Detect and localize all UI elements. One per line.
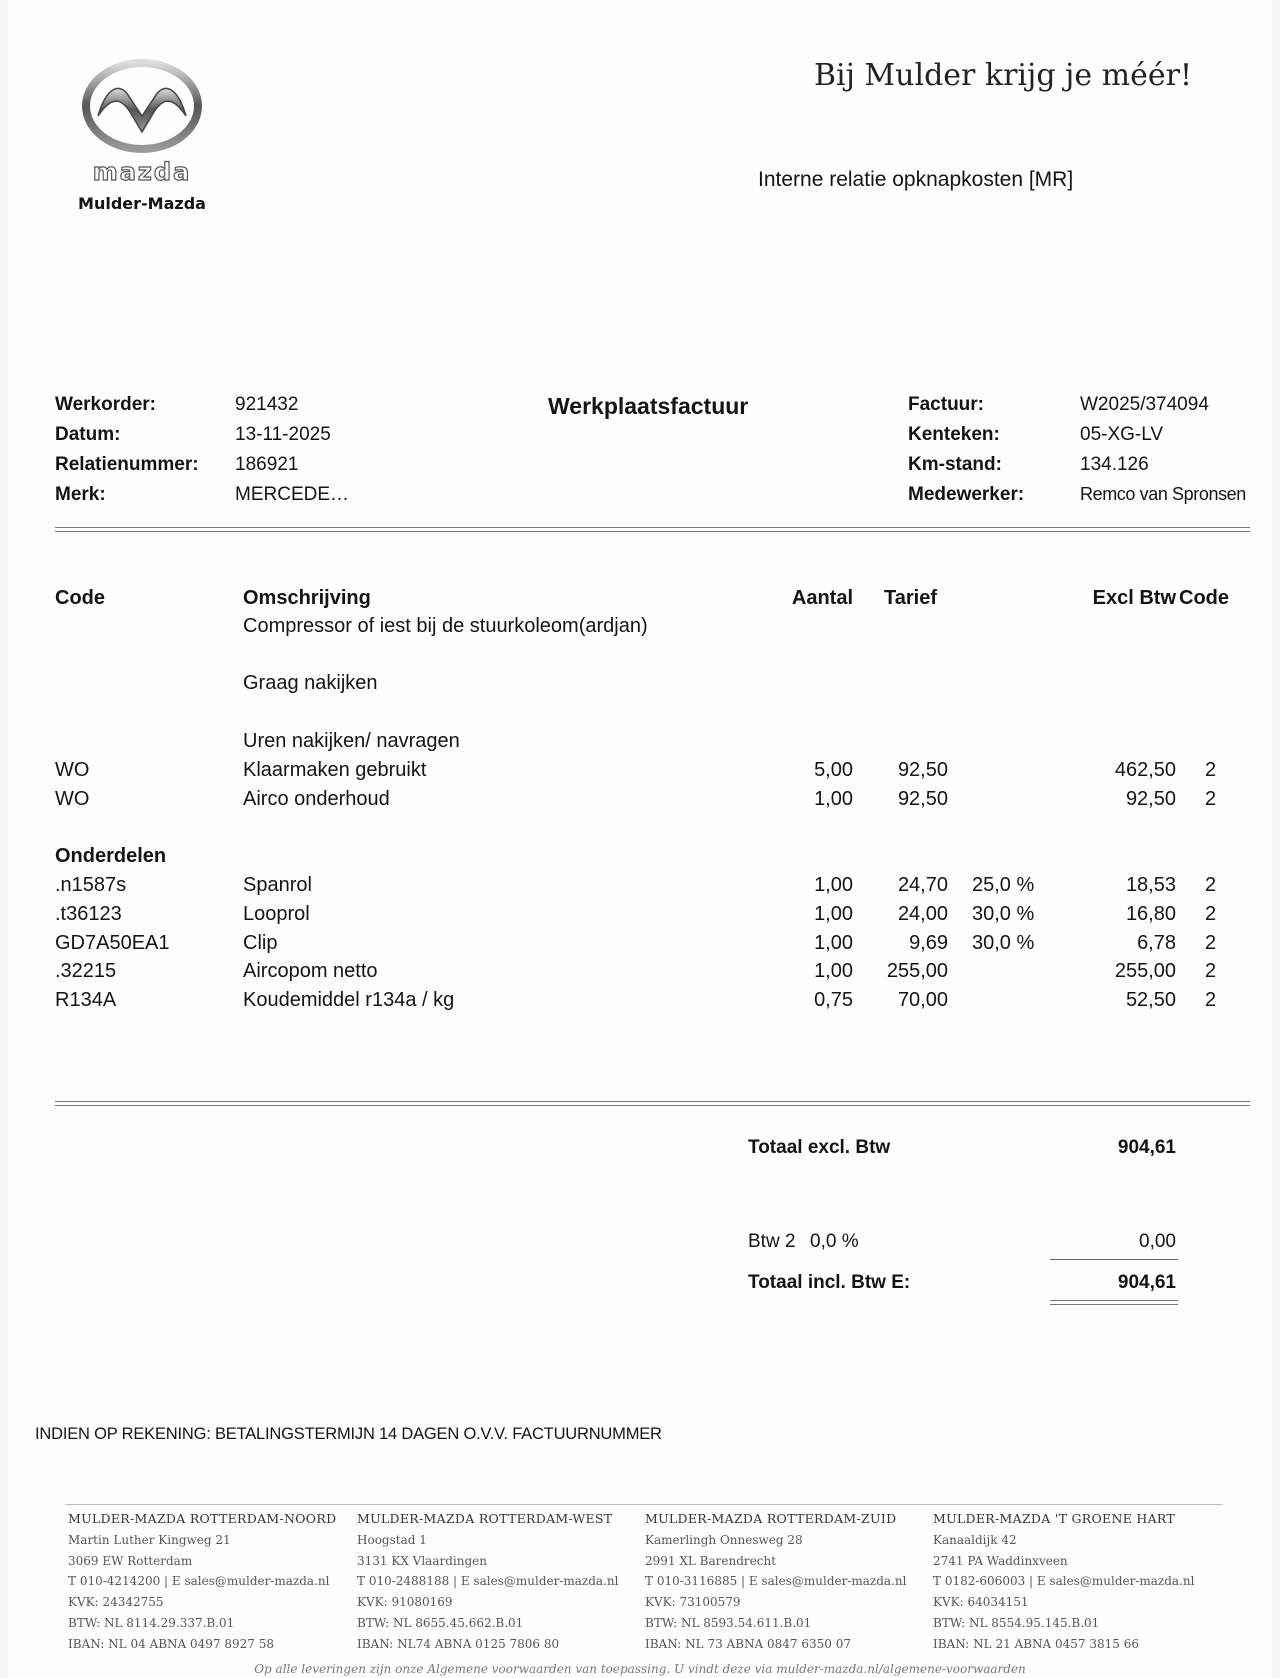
branch-name: MULDER-MAZDA ROTTERDAM-ZUID	[645, 1511, 897, 1526]
branch-contact: T 010-3116885 | E sales@mulder-mazda.nl	[645, 1574, 907, 1589]
branch-groene-hart	[933, 1509, 1218, 1655]
branch-contact: T 0182-606003 | E sales@mulder-mazda.nl	[933, 1574, 1195, 1589]
total-incl-value: 904,61	[1117, 1272, 1176, 1293]
meta-value-date: 13-11-2025	[235, 424, 331, 445]
vat-underline	[1050, 1259, 1178, 1260]
branch-iban: IBAN: NL 04 ABNA 0497 8927 58	[68, 1636, 274, 1651]
meta-label-brand: Merk:	[55, 484, 106, 505]
row-rate: 255,00	[886, 960, 948, 982]
row-description: Aircopom netto	[243, 960, 378, 982]
row-rate: 92,50	[897, 788, 948, 810]
row-description: Looprol	[243, 903, 310, 925]
col-header-code: Code	[55, 587, 105, 609]
terms-note: Op alle leveringen zijn onze Algemene voorwaarden van toepassing. U vindt deze via mulder-mazda.nl/algemene-voorwaarden	[254, 1662, 1026, 1676]
row-vat-code: 2	[1205, 903, 1217, 925]
branch-noord	[68, 1509, 353, 1655]
row-amount: 92,50	[1125, 788, 1176, 810]
branch-btw: BTW: NL 8655.45.662.B.01	[357, 1615, 524, 1630]
row-discount: 25,0 %	[972, 874, 1035, 896]
row-amount: 462,50	[1114, 759, 1176, 781]
branch-city: 2741 PA Waddinxveen	[933, 1553, 1068, 1568]
row-rate: 24,70	[897, 874, 948, 896]
row-rate: 70,00	[897, 989, 948, 1011]
invoice-sheet	[8, 0, 1272, 1678]
branch-street: Martin Luther Kingweg 21	[68, 1532, 231, 1547]
note-line: Graag nakijken	[243, 672, 378, 694]
row-description: Airco onderhoud	[243, 788, 390, 810]
row-discount: 30,0 %	[972, 932, 1035, 954]
payment-terms: INDIEN OP REKENING: BETALINGSTERMIJN 14 DAGEN O.V.V. FACTUURNUMMER	[35, 1425, 662, 1443]
branch-iban: IBAN: NL74 ABNA 0125 7806 80	[357, 1636, 560, 1651]
branch-contact: T 010-4214200 | E sales@mulder-mazda.nl	[68, 1574, 330, 1589]
meta-value-work-order: 921432	[235, 394, 299, 415]
mazda-wordmark: mazda	[92, 158, 192, 186]
meta-value-relation-number: 186921	[235, 454, 299, 475]
row-amount: 255,00	[1114, 960, 1176, 982]
meta-value-license-plate: 05-XG-LV	[1080, 424, 1164, 445]
row-amount: 18,53	[1125, 874, 1176, 896]
col-header-vat-code: Code	[1179, 587, 1229, 609]
parts-heading: Onderdelen	[55, 845, 167, 867]
table-divider	[55, 1101, 1250, 1106]
branch-city: 3069 EW Rotterdam	[68, 1553, 193, 1568]
branch-street: Hoogstad 1	[357, 1532, 427, 1547]
branch-street: Kamerlingh Onnesweg 28	[645, 1532, 803, 1547]
row-amount: 6,78	[1137, 932, 1176, 954]
dealer-name: Mulder-Mazda	[78, 194, 206, 213]
branch-west	[357, 1509, 642, 1655]
row-quantity: 0,75	[814, 989, 853, 1011]
col-header-rate: Tarief	[884, 587, 937, 609]
branch-kvk: KVK: 24342755	[68, 1595, 164, 1610]
meta-label-invoice: Factuur:	[908, 394, 984, 415]
row-discount: 30,0 %	[972, 903, 1035, 925]
row-vat-code: 2	[1205, 874, 1217, 896]
mazda-emblem-icon	[80, 58, 204, 154]
vat-label: Btw 2	[748, 1231, 796, 1252]
meta-label-employee: Medewerker:	[908, 484, 1025, 505]
total-excl-label: Totaal excl. Btw	[748, 1137, 891, 1158]
total-double-underline	[1050, 1300, 1178, 1305]
meta-label-date: Datum:	[55, 424, 121, 445]
meta-value-employee: Remco van Spronsen	[1080, 484, 1246, 504]
row-quantity: 1,00	[814, 932, 853, 954]
branch-contact: T 010-2488188 | E sales@mulder-mazda.nl	[357, 1574, 619, 1589]
document-title: Werkplaatsfactuur	[548, 393, 749, 419]
row-rate: 24,00	[897, 903, 948, 925]
col-header-quantity: Aantal	[791, 587, 853, 609]
meta-label-relation-number: Relatienummer:	[55, 454, 199, 475]
row-code: .32215	[55, 960, 117, 982]
branch-city: 3131 KX Vlaardingen	[357, 1553, 487, 1568]
branch-btw: BTW: NL 8554.95.145.B.01	[933, 1615, 1100, 1630]
row-code: WO	[55, 788, 90, 810]
meta-label-mileage: Km-stand:	[908, 454, 1002, 475]
total-incl-label: Totaal incl. Btw E:	[748, 1272, 911, 1293]
row-code: GD7A50EA1	[55, 932, 170, 954]
vat-rate: 0,0 %	[810, 1231, 859, 1252]
branch-btw: BTW: NL 8114.29.337.B.01	[68, 1615, 235, 1630]
total-excl-value: 904,61	[1117, 1137, 1176, 1158]
row-code: .n1587s	[55, 874, 127, 896]
row-quantity: 1,00	[814, 903, 853, 925]
header-divider	[55, 527, 1250, 532]
branch-iban: IBAN: NL 73 ABNA 0847 6350 07	[645, 1636, 851, 1651]
meta-label-license-plate: Kenteken:	[908, 424, 1000, 445]
row-amount: 52,50	[1125, 989, 1176, 1011]
mazda-logo	[78, 58, 206, 213]
row-code: WO	[55, 759, 90, 781]
meta-label-work-order: Werkorder:	[55, 394, 157, 415]
branch-kvk: KVK: 73100579	[645, 1595, 741, 1610]
branch-name: MULDER-MAZDA 'T GROENE HART	[933, 1511, 1176, 1526]
meta-value-brand: MERCEDE…	[235, 484, 350, 505]
row-description: Klaarmaken gebruikt	[243, 759, 427, 781]
vat-value: 0,00	[1139, 1231, 1176, 1252]
row-description: Clip	[243, 932, 278, 954]
relation-text: Interne relatie opknapkosten [MR]	[758, 168, 1074, 191]
branch-name: MULDER-MAZDA ROTTERDAM-NOORD	[68, 1511, 337, 1526]
row-vat-code: 2	[1205, 759, 1217, 781]
row-quantity: 1,00	[814, 788, 853, 810]
note-line: Compressor of iest bij de stuurkoleom(ardjan)	[243, 615, 648, 637]
row-quantity: 1,00	[814, 874, 853, 896]
row-rate: 9,69	[909, 932, 948, 954]
footer-divider	[66, 1504, 1222, 1505]
row-vat-code: 2	[1205, 960, 1217, 982]
row-quantity: 1,00	[814, 960, 853, 982]
row-rate: 92,50	[897, 759, 948, 781]
branch-zuid	[645, 1509, 930, 1655]
note-line: Uren nakijken/ navragen	[243, 730, 460, 752]
meta-value-mileage: 134.126	[1080, 454, 1149, 475]
col-header-excl-vat: Excl Btw	[1092, 587, 1176, 609]
row-description: Koudemiddel r134a / kg	[243, 989, 455, 1011]
row-quantity: 5,00	[814, 759, 853, 781]
row-vat-code: 2	[1205, 788, 1217, 810]
slogan: Bij Mulder krijg je méér!	[813, 58, 1192, 93]
branch-kvk: KVK: 64034151	[933, 1595, 1029, 1610]
row-vat-code: 2	[1205, 989, 1217, 1011]
row-description: Spanrol	[243, 874, 312, 896]
row-code: R134A	[55, 989, 117, 1011]
row-amount: 16,80	[1125, 903, 1176, 925]
branch-street: Kanaaldijk 42	[933, 1532, 1017, 1547]
branch-iban: IBAN: NL 21 ABNA 0457 3815 66	[933, 1636, 1139, 1651]
branch-btw: BTW: NL 8593.54.611.B.01	[645, 1615, 812, 1630]
branch-name: MULDER-MAZDA ROTTERDAM-WEST	[357, 1511, 613, 1526]
branch-kvk: KVK: 91080169	[357, 1595, 453, 1610]
row-code: .t36123	[55, 903, 122, 925]
branch-city: 2991 XL Barendrecht	[645, 1553, 777, 1568]
row-vat-code: 2	[1205, 932, 1217, 954]
col-header-description: Omschrijving	[243, 587, 371, 609]
meta-value-invoice: W2025/374094	[1080, 394, 1209, 415]
